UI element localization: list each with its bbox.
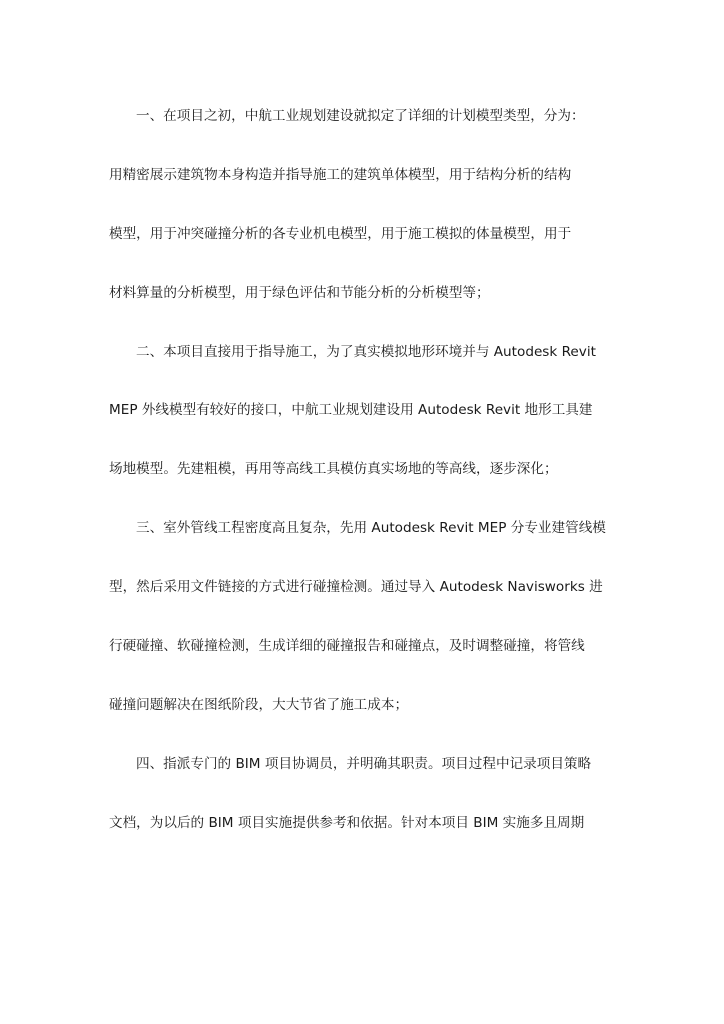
paragraph-2-line-1: 二、本项目直接用于指导施工，为了真实模拟地形环境并与 Autodesk Revit bbox=[136, 343, 596, 360]
paragraph-4-line-2: 文档，为以后的 BIM 项目实施提供参考和依据。针对本项目 BIM 实施多且周期 bbox=[109, 814, 585, 831]
paragraph-3-line-4: 碰撞问题解决在图纸阶段，大大节省了施工成本； bbox=[109, 696, 409, 713]
paragraph-4-line-1: 四、指派专门的 BIM 项目协调员，并明确其职责。项目过程中记录项目策略 bbox=[136, 755, 592, 772]
paragraph-1-line-3: 模型，用于冲突碰撞分析的各专业机电模型，用于施工模拟的体量模型，用于 bbox=[109, 225, 572, 242]
paragraph-1-line-2: 用精密展示建筑物本身构造并指导施工的建筑单体模型，用于结构分析的结构 bbox=[109, 166, 572, 183]
paragraph-3-line-1: 三、室外管线工程密度高且复杂，先用 Autodesk Revit MEP 分专业建管线模 bbox=[136, 520, 606, 537]
paragraph-3-line-2: 型，然后采用文件链接的方式进行碰撞检测。通过导入 Autodesk Navisworks 进 bbox=[109, 579, 603, 596]
paragraph-2-line-3: 场地模型。先建粗模，再用等高线工具模仿真实场地的等高线，逐步深化； bbox=[109, 461, 558, 478]
paragraph-1-line-4: 材料算量的分析模型，用于绿色评估和节能分析的分析模型等； bbox=[109, 284, 490, 301]
paragraph-3-line-3: 行硬碰撞、软碰撞检测，生成详细的碰撞报告和碰撞点，及时调整碰撞，将管线 bbox=[109, 638, 585, 655]
paragraph-2-line-2: MEP 外线模型有较好的接口，中航工业规划建设用 Autodesk Revit 地形工具建 bbox=[109, 402, 593, 419]
document-body bbox=[109, 102, 619, 868]
paragraph-1-line-1: 一、在项目之初，中航工业规划建设就拟定了详细的计划模型类型，分为： bbox=[136, 108, 585, 124]
